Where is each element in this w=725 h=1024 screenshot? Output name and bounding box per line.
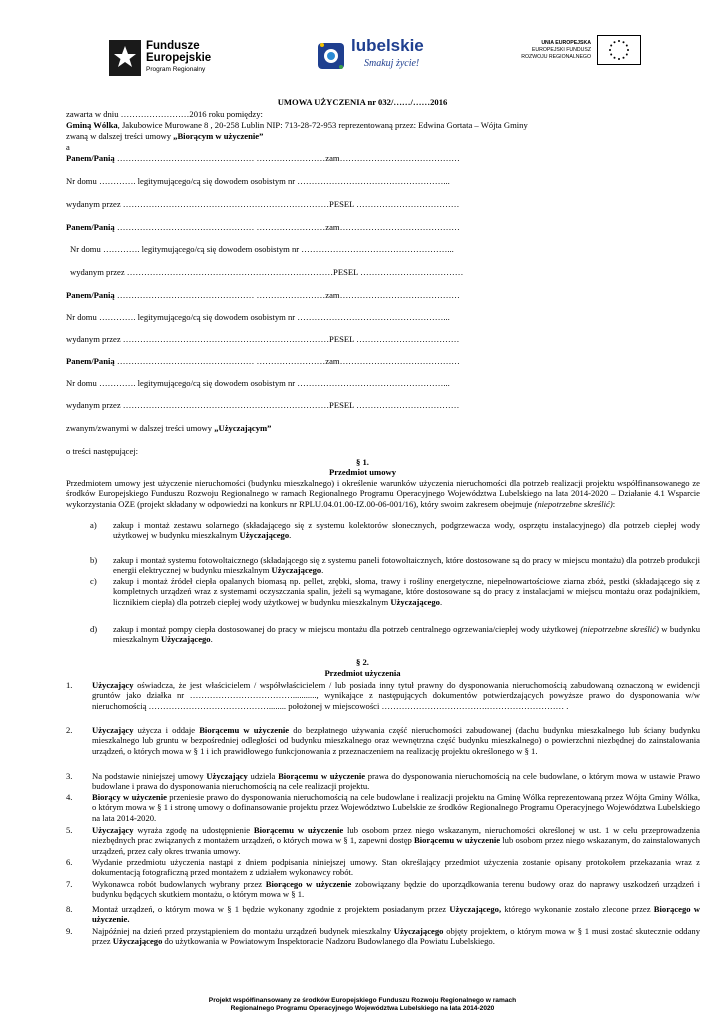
s1-c-text: zakup i montaż źródeł ciepła opalanych biomasą np. pellet, zrębki, słoma, trawy i rośliny energetyczne, niepełnowartościowe ziarna zbóż, pestki (składającego się z kompletnych urządzeń wraz z systemami oczyszczania spalin, jeżeli są wymagane, które dostosowane są do pracy z instalacjami w miejscu montażu oraz podajnikiem, licznikiem ciepła) dla potrzeb ciepłej wody użytkowej w budynku mieszkalnym — [113, 576, 700, 607]
eu-logo — [511, 35, 649, 69]
party1-id-line[interactable]: Nr domu …………. legitymującego/cą się dowodem osobistym nr ……………………………………………... — [66, 176, 450, 186]
s2-item-text: Wydanie przedmiotu użyczenia nastąpi z dniem podpisania niniejszej umowy. Stan określający przedmiot użyczenia zostanie opisany protokołem przekazania wraz z dokumentacją fotograficzną przed montażem z udziałem wykonawcy robót. — [92, 857, 700, 878]
fe-star-icon — [109, 40, 141, 76]
s1-d-text1: zakup i montaż pompy ciepła dostosowanej do pracy w miejscu montażu dla potrzeb centralnego ogrzewania/ciepłej wody użytkowej — [113, 624, 581, 634]
s1-b-uz: Użyczającego — [271, 565, 322, 576]
s1-a-label: a) — [90, 520, 97, 530]
s1-d-label: d) — [90, 624, 98, 634]
party4-label: Panem/Panią — [66, 356, 115, 366]
party4-name-line — [66, 356, 460, 366]
party3-name-line — [66, 290, 460, 300]
s1-d-item — [113, 624, 700, 645]
party4-pesel-line[interactable]: wydanym przez ………………………………………………………………PESEL ……………………………… — [66, 400, 460, 410]
footer-line2: Regionalnego Programu Operacyjnego Województwa Lubelskiego na lata 2014-2020 — [230, 1005, 495, 1012]
borrower-label: „Biorącym w użyczenie” — [173, 131, 264, 141]
and-line: a — [66, 142, 70, 152]
s1-number: § 1. — [356, 457, 369, 467]
party3-label: Panem/Panią — [66, 290, 115, 300]
s1-a-dot: . — [289, 530, 292, 541]
lubelskie-slogan: Smakuj życie! — [364, 58, 420, 69]
s1-c-item — [113, 576, 700, 607]
party3-pesel-line[interactable]: wydanym przez ………………………………………………………………PESEL ……………………………… — [66, 334, 460, 344]
s2-item-number: 1. — [66, 680, 73, 690]
lender-line — [66, 423, 271, 433]
s2-number: § 2. — [356, 657, 369, 667]
borrower-line — [66, 131, 263, 141]
party4-id-line[interactable]: Nr domu …………. legitymującego/cą się dowodem osobistym nr ……………………………………………... — [66, 378, 450, 388]
lender-label: „Użyczającym” — [214, 423, 272, 433]
party1-name-line — [66, 153, 460, 163]
party2-id-line[interactable]: Nr domu …………. legitymującego/cą się dowodem osobistym nr ……………………………………………... — [70, 244, 454, 254]
s1-a-text: zakup i montaż zestawu solarnego (składającego się z systemu kolektorów słonecznych, podgrzewacza wody, osprzętu instalacyjnego) dla potrzeb ciepłej wody użytkowej w budynku mieszkalnym — [113, 520, 700, 541]
s2-item-text: Montaż urządzeń, o którym mowa w § 1 będzie wykonany zgodnie z projektem posiadanym przez Użyczającego, którego wykonanie zostało zlecone przez Biorącego w użyczenie. — [92, 904, 701, 925]
fe-line3: Program Regionalny — [146, 66, 206, 73]
s1-b-dot: . — [321, 565, 324, 576]
s2-item-text: Użyczający oświadcza, że jest właścicielem / współwłaścicielem / lub posiada inny tytuł prawny do dysponowania nieruchomością zabudowaną oznaczoną w ewidencji gruntów jako działka nr ………………………………..........., wynikające z następujących dokumentów potwierdzających powyższe prawo do dysponowania w/w nieruchomością ……………………………………........ położonej w miejscowości ……………………………….……………………… . — [92, 680, 700, 711]
s1-a-uz: Użyczającego — [239, 530, 290, 541]
party2-label: Panem/Panią — [66, 222, 115, 232]
fe-line2: Europejskie — [146, 52, 212, 64]
party3-id-line[interactable]: Nr domu …………. legitymującego/cą się dowodem osobistym nr ……………………………………………... — [66, 312, 450, 322]
fundusze-europejskie-logo — [109, 38, 229, 80]
s1-b-text: zakup i montaż systemu fotowoltaicznego (składającego się z systemu paneli fotowoltaicznych, które dostosowane są do pracy w miejscu montażu) dla potrzeb produkcji energii elektrycznej w budynku mieszkalnym — [113, 555, 700, 576]
s1-d-uz: Użyczającego — [160, 634, 211, 645]
s2-item-number: 5. — [66, 825, 73, 835]
ue-line1: UNIA EUROPEJSKA — [541, 40, 591, 46]
gmina-details: , Jakubowice Murowane 8 , 20-258 Lublin NIP: 713-28-72-953 reprezentowaną przez: Edwina Gortata – Wójta Gminy — [117, 120, 528, 130]
party4-name-field[interactable]: ………………………………………… ……………………zam…………………………………… — [114, 356, 460, 366]
s1-b-item — [113, 555, 700, 576]
s1-d-note: (niepotrzebne skreślić) — [580, 624, 659, 634]
s2-item-text: Wykonawca robót budowlanych wybrany przez Biorącego w użyczenie zobowiązany będzie do uporządkowania terenu budowy oraz do naprawy uszkodzeń urządzeń i budynku będących skutkiem montażu, o którym mowa w § 1. — [92, 879, 700, 900]
party2-name-field[interactable]: ………………………………………… ……………………zam…………………………………… — [114, 222, 460, 232]
s1-d-dot: . — [210, 634, 213, 645]
gmina-line — [66, 120, 528, 130]
lender-prefix: zwanym/zwanymi w dalszej treści umowy — [66, 423, 215, 433]
s2-item-number: 9. — [66, 926, 73, 936]
s2-item-text: Użyczający użycza i oddaje Biorącemu w użyczenie do bezpłatnego używania część nieruchomości zabudowanej (dachu budynku mieszkalnego lub ściany budynku mieszkalnego lub gruntu w bezpośredniej odległości od budynku mieszkalnego oraz wewnętrzna część budynku mieszkalnego) o powierzchni niezbędnej do zainstalowania urządzeń, o których mowa w § 1 i ich prawidłowego funkcjonowania z przeznaczeniem na realizację projektu określonego w § 1. — [92, 725, 700, 756]
contract-date-line: zawarta w dniu ……………………2016 roku pomiędzy: — [66, 109, 263, 119]
s2-item-number: 3. — [66, 771, 73, 781]
content-intro: o treści następującej: — [66, 446, 139, 456]
s1-intro-end: : — [612, 498, 616, 509]
s2-item-text: Biorący w użyczenie przeniesie prawo do dysponowania nieruchomością na cele budowlane i realizacji projektu na Gminę Wólka reprezentowaną przez Wójta Gminy Wólka, o którym mowa w § 1 i stronę umowy o dofinansowanie projektu przez Województwo Lubelskie ze środków Regionalnego Programu Operacyjnego Województwa Lubelskiego na lata 2014-2020. — [92, 792, 700, 823]
s1-c-uz: Użyczającego — [390, 596, 440, 607]
party1-pesel-line[interactable]: wydanym przez ………………………………………………………………PESEL ……………………………… — [66, 199, 460, 209]
s2-item-number: 6. — [66, 857, 73, 867]
lubelskie-name: lubelskie — [351, 36, 424, 55]
s1-c-dot: . — [439, 596, 443, 607]
s1-intro-text: Przedmiotem umowy jest użyczenie nieruchomości (budynku mieszkalnego) i określenie warunków użyczenia nieruchomości dla potrzeb realizacji projektu współfinansowanego ze środków Europejskiego Funduszu Rozwoju Regionalnego w ramach Regionalnego Programu Operacyjnego Województwa Lubelskiego na lata 2014-2020 – Działanie 4.1 Wsparcie wykorzystania OZE (projekt składany w odpowiedzi na konkurs nr RPLU.04.01.00-IZ.00-06-001/16), który swoim zakresem obejmuje — [66, 478, 700, 509]
borrower-prefix: zwaną w dalszej treści umowy — [66, 131, 174, 141]
footer-line1: Projekt współfinansowany ze środków Europejskiego Funduszu Rozwoju Regionalnego w ramach — [208, 997, 517, 1004]
ue-line2: EUROPEJSKI FUNDUSZ — [531, 47, 591, 53]
s2-item-text: Najpóźniej na dzień przed przystąpieniem do montażu urządzeń budynek mieszkalny Użyczającego objęty projektem, o którym mowa w § 1 musi zostać skutecznie oddany przez Użyczającego do użytkowania w Powiatowym Inspektoracie Nadzoru Budowlanego dla Powiatu Lubelskiego. — [92, 926, 700, 947]
party2-name-line — [66, 222, 460, 232]
s1-intro — [66, 478, 700, 509]
ue-line3: ROZWOJU REGIONALNEGO — [521, 54, 591, 60]
contract-title: UMOWA UŻYCZENIA nr 032/……/……2016 — [277, 97, 448, 107]
s2-item-number: 2. — [66, 725, 73, 735]
s1-d-text2: w budynku mieszkalnym — [113, 624, 700, 645]
s2-item-number: 4. — [66, 792, 73, 802]
party1-label: Panem/Panią — [66, 153, 115, 163]
s1-title: Przedmiot umowy — [328, 467, 397, 477]
party3-name-field[interactable]: ………………………………………… ……………………zam…………………………………… — [114, 290, 460, 300]
s2-item-number: 7. — [66, 879, 73, 889]
party2-pesel-line[interactable]: wydanym przez ………………………………………………………………PESEL ……………………………… — [70, 267, 464, 277]
s1-b-label: b) — [90, 555, 98, 565]
s2-item-text: Użyczający wyraża zgodę na udostępnienie Biorącemu w użyczenie lub osobom przez niego wskazanym, nieruchomości określonej w ust. 1 w celu przeprowadzenia niezbędnych prac związanych z montażem urządzeń, o których mowa w § 1, zapewni dostęp Biorącemu w użyczenie lub osobom przez niego wskazanym, do zainstalowanych urządzeń, przez cały okres trwania umowy. — [92, 825, 700, 856]
lubelskie-logo — [314, 33, 436, 79]
s1-a-item — [113, 520, 700, 541]
s2-item-number: 8. — [66, 904, 73, 914]
s1-c-label: c) — [90, 576, 97, 586]
s2-item-text: Na podstawie niniejszej umowy Użyczający udziela Biorącemu w użyczenie prawa do dysponowania nieruchomością na cele budowlane, o którym mowa w ustawie Prawo budowlane i prawa do dysponowania nieruchomością na cele realizacji projektu. — [92, 771, 700, 792]
party1-name-field[interactable]: ………………………………………… ……………………zam…………………………………… — [114, 153, 460, 163]
s1-intro-note: (niepotrzebne skreślić) — [534, 498, 613, 509]
lubelskie-emblem-icon — [314, 37, 348, 75]
eu-flag-icon — [597, 35, 641, 65]
s2-title: Przedmiot użyczenia — [324, 668, 401, 678]
gmina-name: Gminą Wólka — [66, 120, 118, 130]
fe-line1: Fundusze — [146, 40, 200, 52]
